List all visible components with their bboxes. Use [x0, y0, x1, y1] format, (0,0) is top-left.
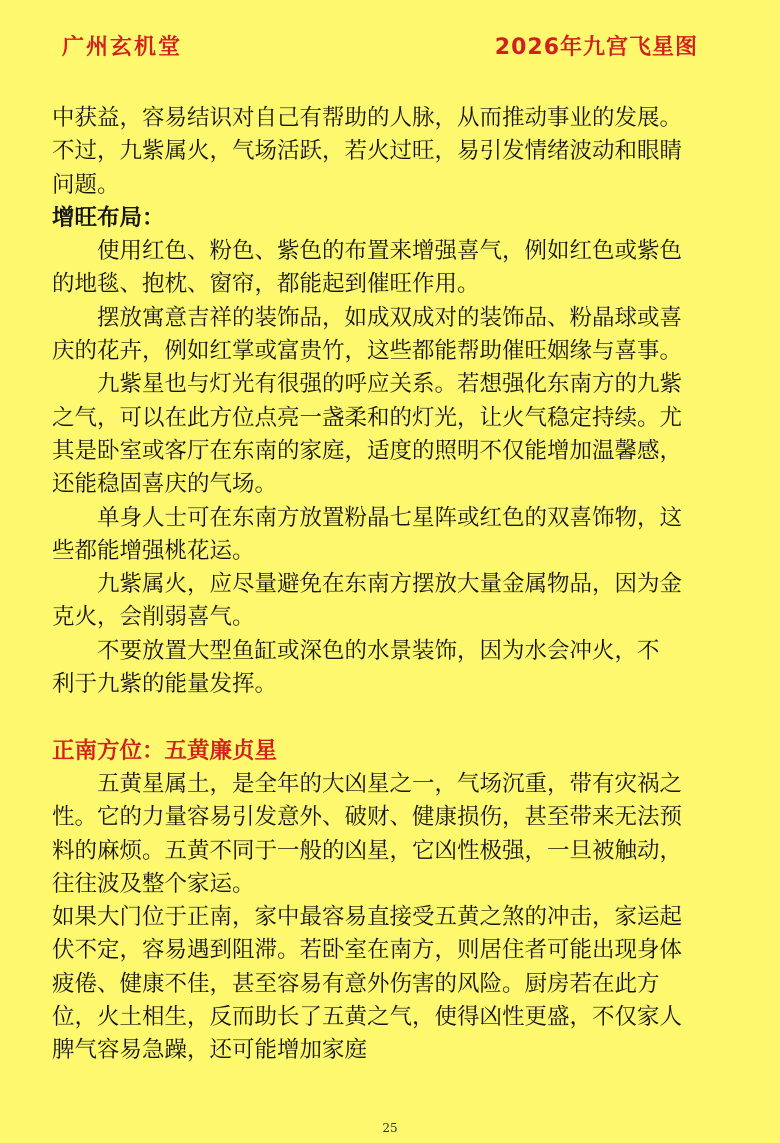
paragraph: 不要放置大型鱼缸或深色的水景装饰，因为水会冲火，不利于九紫的能量发挥。: [52, 637, 660, 698]
paragraph: 如果大门位于正南，家中最容易直接受五黄之煞的冲击，家运起伏不定，容易遇到阻滞。若卧室在南方，则居住者可能出现身体疲倦、健康不佳，甚至容易有意外伤害的风险。厨房若在此方位，火土相生，反而助长了五黄之气，使得凶性更盛，不仅家人脾气容易急躁，还可能增加家庭: [52, 904, 683, 1064]
section-heading-red: 正南方位：五黄廉贞星: [52, 737, 278, 764]
paragraph: 九紫属火，应尽量避免在东南方摆放大量金属物品，因为金克火，会削弱喜气。: [52, 571, 683, 631]
spacer: [52, 701, 702, 734]
page-number: 25: [382, 1121, 398, 1135]
paragraph: 中获益，容易结识对自己有帮助的人脉，从而推动事业的发展。不过，九紫属火，气场活跃，若火过旺，易引发情绪波动和眼睛问题。: [52, 105, 683, 198]
header-right-title: 2026年九宫飞星图: [494, 35, 698, 60]
paragraph: 使用红色、粉色、紫色的布置来增强喜气，例如红色或紫色的地毯、抱枕、窗帘，都能起到催旺作用。: [52, 238, 683, 298]
paragraph: 摆放寓意吉祥的装饰品，如成双成对的装饰品、粉晶球或喜庆的花卉，例如红掌或富贵竹，这些都能帮助催旺姻缘与喜事。: [52, 304, 683, 365]
section-heading: 增旺布局：: [52, 204, 165, 231]
paragraph: 九紫星也与灯光有很强的呼应关系。若想强化东南方的九紫之气，可以在此方位点亮一盏柔和的灯光，让火气稳定持续。尤其是卧室或客厅在东南的家庭，适度的照明不仅能增加温馨感，还能稳固喜庆的气场。: [52, 371, 683, 498]
document-body: [52, 102, 702, 1068]
header-left-title: 广州玄机堂: [62, 35, 183, 60]
paragraph: 五黄星属土，是全年的大凶星之一，气场沉重，带有灾祸之性。它的力量容易引发意外、破财、健康损伤，甚至带来无法预料的麻烦。五黄不同于一般的凶星，它凶性极强，一旦被触动，往往波及整个家运。: [52, 770, 683, 897]
paragraph: 单身人士可在东南方放置粉晶七星阵或红色的双喜饰物，这些都能增强桃花运。: [52, 504, 683, 564]
